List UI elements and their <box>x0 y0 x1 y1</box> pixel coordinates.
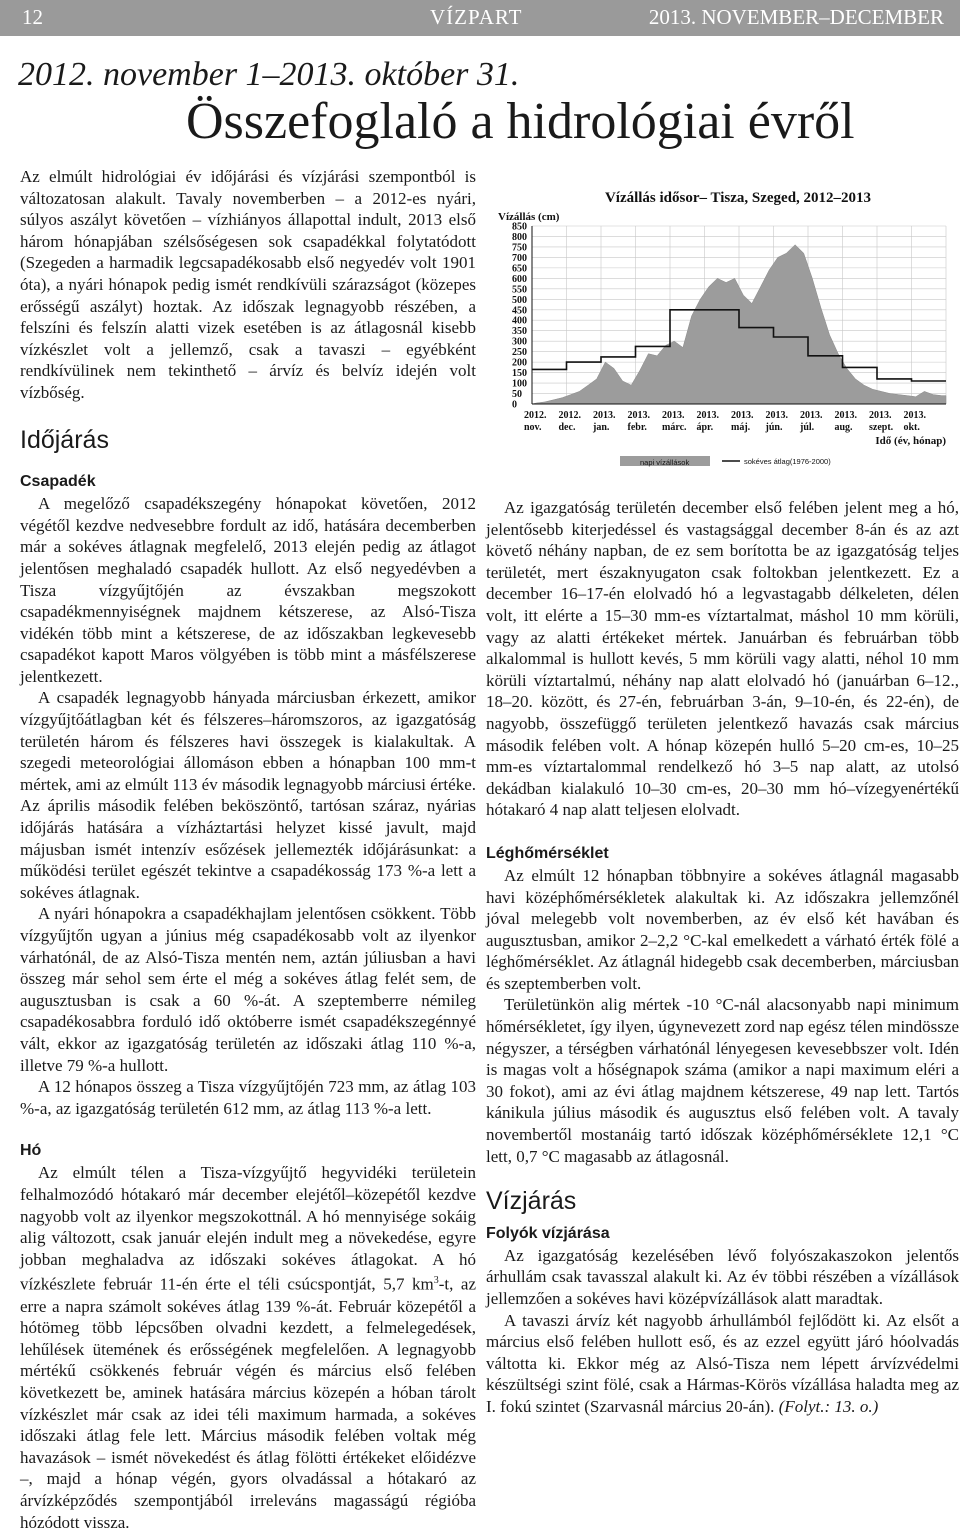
x-tick-year: 2012. <box>524 410 547 421</box>
paragraph: A nyári hónapokra a csapadékhajlam jelentősen csökkent. Több vízgyűjtőn ugyan a június még csapadékosabb volt az ilyenkor várhatónál, de az Alsó-Tisza mentén nem, aztán júliusban a havi összeg már sehol sem érte el még a sokéves átlag felét sem, de augusztusban is csak a 60 %-át. A szeptemberre némileg csapadékosabbra forduló idő októberre ismét csapadékszegénnyé vált, ekkor az igazgatóság területén az időszaki átlag 110 %-a, illetve 79 %-a hullott. <box>20 904 476 1075</box>
y-tick-label: 450 <box>512 305 527 317</box>
issue-date: 2013. NOVEMBER–DECEMBER <box>648 5 944 29</box>
chart-title: Vízállás idősor– Tisza, Szeged, 2012–2013 <box>604 190 872 206</box>
subheading-folyok: Folyók vízjárása <box>486 1224 610 1242</box>
y-tick-label: 600 <box>512 273 527 285</box>
y-tick-label: 650 <box>512 263 527 275</box>
y-tick-label: 400 <box>512 315 527 327</box>
x-tick-month: szept. <box>869 422 894 433</box>
x-tick-year: 2013. <box>869 410 892 421</box>
x-tick-year: 2013. <box>834 410 857 421</box>
y-axis-label: Vízállás (cm) <box>498 211 560 223</box>
x-tick-year: 2013. <box>903 410 926 421</box>
water-level-chart <box>490 180 955 480</box>
paragraph <box>20 1162 476 1533</box>
x-tick-year: 2013. <box>800 410 823 421</box>
y-tick-label: 800 <box>512 231 527 243</box>
x-tick-month: márc. <box>662 422 687 433</box>
page-number: 12 <box>22 5 43 29</box>
paragraph: Az igazgatóság kezelésében lévő folyószakaszokon jelentős árhullám csak tavasszal alakult ki. Az év többi részében a vízállások jellemzően a sokéves havi középvízállások alatt maradtak. <box>486 1245 959 1308</box>
y-tick-label: 200 <box>512 357 527 369</box>
subheading-csapadek: Csapadék <box>20 473 96 491</box>
x-axis-label: Idő (év, hónap) <box>875 435 946 447</box>
left-column <box>20 166 476 1533</box>
paragraph: A 12 hónapos összeg a Tisza vízgyűjtőjén 723 mm, az átlag 103 %-a, az igazgatóság területén 612 mm, az átlag 113 %-a lett. <box>20 1077 476 1118</box>
y-tick-label: 500 <box>512 294 527 306</box>
chart-svg <box>490 180 955 480</box>
y-tick-label: 700 <box>512 252 527 264</box>
y-tick-label: 0 <box>512 399 517 411</box>
paragraph-part: Az elmúlt télen a Tisza-vízgyűjtő hegyvidéki területein felhalmozódó hótakaró már december elejétől–közepétől kezdve nagyobb volt az ilyenkor megszokottnál. A hó mennyisége sokáig alig változott, csak január elején indult meg a növekedése, egyre jobban meghaladva az időszaki sokéves átlagokat. A hó vízkészlete február 11-én érte el téli csúcspontját, 5,7 km <box>20 1163 476 1294</box>
paragraph: Az elmúlt 12 hónapban többnyire a sokéves átlagnál magasabb havi középhőmérsékletek alakultak ki. Az időszakra jellemzőnél jóval melegebb volt novemberben, az év első két havában és augusztusban, amikor 2–2,2 °C-kal emelkedett a várható érték fölé a léghőmérséklet. Az átlagnál hidegebb csak decemberben, márciusban és szeptemberben volt. <box>486 865 959 993</box>
paragraph-part: -t, az erre a napra számolt sokéves átlag 139 %-át. Február közepétől a hótömeg több lépcsőben olvadni kezdett, a felmelegedések, lehűlések ütemének és erősségének megfelelően. A legnagyobb mértékű csökkenés február végén és március első felében következett be, aminek hatására március közepén a hóban tárolt vízkészlet már csak az idei téli maximum harmada, a sokéves időszaki átlag fele lett. Március második felében voltak még havazások – ismét növekedést és átlag fölötti értékeket előidézve –, majd a hónap végén, gyors olvadással a hótakaró az árvízképződés szempontjából irreleváns magasságú régióba hózódott vissza. <box>20 1274 476 1532</box>
x-tick-month: máj. <box>731 422 751 433</box>
y-tick-label: 250 <box>512 347 527 359</box>
x-tick-month: febr. <box>627 422 647 433</box>
x-tick-year: 2013. <box>765 410 788 421</box>
intro-paragraph: Az elmúlt hidrológiai év időjárási és vízjárási szempontból is változatosan alakult. Tavaly novemberben – a 2012-es nyári, súlyos aszályt követően – vízhiányos állapottal indult, 2013 első három hónapjában szélsőségesen sok csapadékkal folytatódott (Szegeden a harmadik legcsapadékosabb első negyedév volt 1901 óta), a nyári hónapok pedig ismét rendkívüli szárazságot (közepes erősségű aszályt) hoztak. Az időszak legnagyobb részében, a felszíni és felszín alatti vizek esetében is az átlagosnál kisebb vízkészlet volt a jellemző, csak a tavaszi – egyébként rendkívülinek nem tekinthető – árvíz és belvíz idején volt vízbőség. <box>20 167 476 402</box>
continuation-note: (Folyt.: 13. o.) <box>778 1396 879 1416</box>
section-heading-idojaras: Időjárás <box>20 425 109 454</box>
y-tick-label: 50 <box>512 389 522 401</box>
x-tick-month: okt. <box>903 422 920 433</box>
paragraph: A megelőző csapadékszegény hónapokat követően, 2012 végétől kezdve nedvesebbre fordult az idő, hatására decemberben már a sokéves átlagnak megfelelő, 2013 elején pedig az átlagot jelentősen meghaladó csapadék hullott. Az első negyedévben a Tisza vízgyűjtőjén az évszakban megszokott csapadékmennyiségnek majdnem kétszerese, az Alsó-Tisza vidékén több mint a kétszerese, de az időszakban legkevesebb csapadékot kapott Maros völgyében is több mint a másfélszerese jelentkezett. <box>20 494 476 686</box>
x-tick-year: 2013. <box>662 410 685 421</box>
x-tick-year: 2013. <box>696 410 719 421</box>
date-range: 2012. november 1–2013. október 31. <box>18 56 520 93</box>
x-tick-month: aug. <box>834 422 853 433</box>
paragraph-part: A tavaszi árvíz két nagyobb árhullámból fejlődött ki. Az elsőt a március első felében hullott eső, és az ezzel együtt járó hóolvadás váltotta ki. Ekkor még az Alsó-Tisza nem lépett árvízvédelmi készültségi szint fölé, csak a Hármas-Körös vízállása haladta meg az I. fokú szintet (Szarvasnál március 20-án). <box>486 1310 959 1416</box>
y-tick-label: 850 <box>512 221 527 233</box>
magazine-name: VÍZPART <box>430 5 523 29</box>
x-tick-year: 2013. <box>593 410 616 421</box>
x-tick-month: jún. <box>765 422 783 433</box>
superscript: 3 <box>433 1275 439 1287</box>
subheading-leghomerseklet: Léghőmérséklet <box>486 844 609 862</box>
x-tick-month: júl. <box>800 422 815 433</box>
paragraph: A csapadék legnagyobb hányada márciusban érkezett, amikor vízgyűjtőátlagban két és félszeres–háromszoros, az igazgatóság területén három és félszeres havi összegek is kialakultak. A szegedi meteorológiai állomáson ebben a hónapban 100 mm-t mértek, ami az elmúlt 113 év második legnagyobb márciusi értéke. Az április második felében beköszöntő, tartósan száraz, nyárias időjárás hatására a vízháztartási helyzet kissé javult, majd májusban ismét intenzív esőzések jellemezték időjárásunkat: a működési terület egészét tekintve a csapadékosság 173 %-a lett a sokéves átlagnak. <box>20 688 476 902</box>
page-title: Összefoglaló a hidrológiai évről <box>186 93 855 150</box>
paragraph: Területünkön alig mértek -10 °C-nál alacsonyabb napi minimum hőmérsékletet, így ilyen, úgynevezett zord nap egész télen mindössze négyszer, a térségben várhatónál lényegesen kevesebbszer volt. Idén is magas volt a hőségnapok száma (amikor a napi maximum eléri a 30 fokot), ami az évi átlag majdnem kétszerese, 49 nap lett. Tartós kánikula július második és augusztus első felében volt. A tavaly novembertől mostanáig tartó időszak középhőmérséklete 12,1 °C lett, 0,7 °C magasabb az átlagosnál. <box>486 995 960 1166</box>
right-column <box>486 497 959 1418</box>
y-tick-label: 300 <box>512 336 527 348</box>
x-tick-month: ápr. <box>696 422 714 433</box>
section-heading-vizjaras: Vízjárás <box>486 1187 577 1216</box>
y-tick-label: 550 <box>512 284 527 296</box>
paragraph <box>486 1310 959 1418</box>
header-bar <box>0 0 960 36</box>
subheading-ho: Hó <box>20 1142 42 1160</box>
x-tick-year: 2013. <box>731 410 754 421</box>
paragraph: Az igazgatóság területén december első felében jelent meg a hó, jelentősebb kiterjedéssel és vastagsággal december 8-án és az azt követő néhány napban, de ez sem borította be az igazgatóság teljes területét, mert északnyugaton csak foltokban jelentkezett. Ez a december 16–17-én elolvadó hó a legvastagabb délkeleten, délen volt, itt elérte a 15–30 mm-es víztartalmat, máshol 10 mm körüli, vagy az alatti értékeket mértek. Januárban és februárban több alkalommal is hullott kevés, 5 mm körüli vagy alatti, néhol 10 mm körüli víztartalmú, néhány nap alatt elolvadó hó (januárban 6–12., 18–20. között, és 27-én, februárban 3-án, 9–10-én, és 22-én), de nagyobb, összefüggő területen jelentkező havazás csak március második felében volt. A hónap közepén hulló 5–20 cm-es, 10–25 mm-es víztartalommal rendelkező hó 3–5 nap alatt, az utolsó dekádban kialakuló 10–30 cm-es, 20–30 mm hó–vízegyenértékű hótakaró 4 nap alatt teljesen elolvadt. <box>486 498 959 820</box>
y-tick-label: 750 <box>512 242 527 254</box>
x-tick-month: nov. <box>524 422 542 433</box>
y-tick-label: 100 <box>512 378 527 390</box>
legend-label-step: sokéves átlag(1976-2000) <box>744 457 831 466</box>
x-tick-year: 2012. <box>558 410 581 421</box>
y-tick-label: 350 <box>512 326 527 338</box>
x-tick-month: dec. <box>558 422 576 433</box>
y-tick-label: 150 <box>512 368 527 380</box>
x-tick-month: jan. <box>593 422 610 433</box>
legend-label-area: napi vízállások <box>640 458 690 467</box>
x-tick-year: 2013. <box>627 410 650 421</box>
